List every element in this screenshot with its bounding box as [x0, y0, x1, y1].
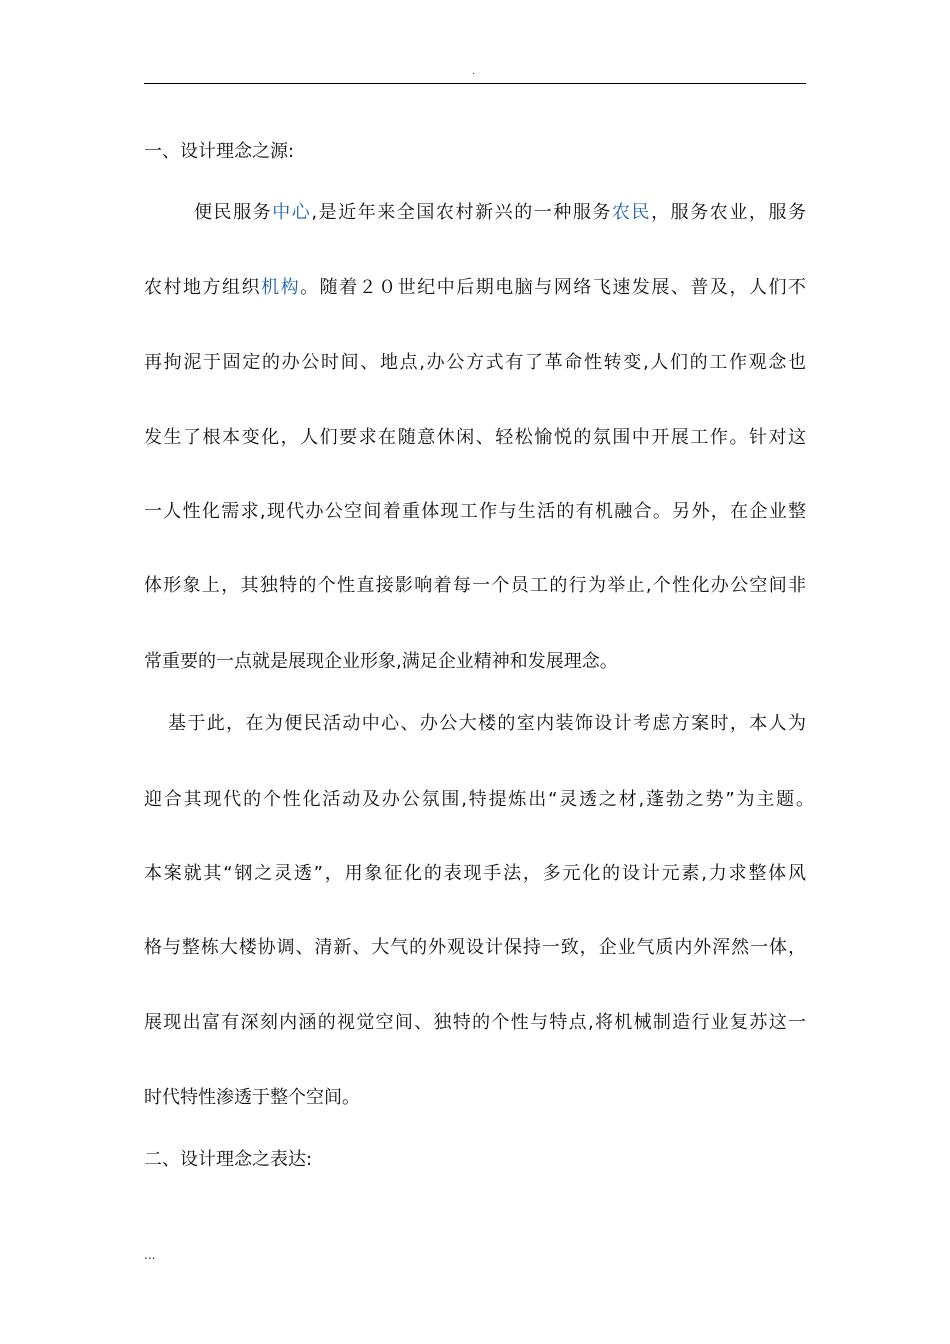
p1-text: ,是近年来全国农村新兴的一种服务: [311, 202, 612, 223]
p1-text: 便民服务: [194, 202, 273, 223]
p2-line-4: 格与整栋大楼协调、清新、大气的外观设计保持一致，企业气质内外浑然一体，: [144, 937, 806, 958]
link-jigou[interactable]: 机构: [261, 277, 301, 298]
p1-line-7: 常重要的一点就是展现企业形象,满足企业精神和发展理念。: [144, 651, 618, 672]
p1-text: 。随着２０世纪中后期电脑与网络飞速发展、普及，人们不: [300, 277, 807, 298]
footer-mark: ...: [144, 1248, 156, 1262]
p1-line-2: [144, 276, 806, 300]
link-nongmin[interactable]: 农民: [612, 202, 652, 223]
p2-line-3: 本案就其“钢之灵透”，用象征化的表现手法，多元化的设计元素,力求整体风: [144, 863, 806, 884]
p1-text: ，服务农业，服务: [651, 202, 807, 223]
p1-text: 农村地方组织: [144, 277, 262, 298]
p1-line-6: 体形象上，其独特的个性直接影响着每一个员工的行为举止,个性化办公空间非: [144, 575, 806, 596]
link-zhongxin[interactable]: 中心: [272, 202, 312, 223]
heading-2: 二、设计理念之表达:: [144, 1149, 313, 1170]
p1-line-5: 一人性化需求,现代办公空间着重体现工作与生活的有机融合。另外，在企业整: [144, 501, 806, 522]
header-rule: [144, 83, 806, 84]
p1-line-4: 发生了根本变化，人们要求在随意休闲、轻松愉悦的氛围中开展工作。针对这: [144, 427, 806, 448]
p2-line-2: 迎合其现代的个性化活动及办公氛围,特提炼出“灵透之材,蓬勃之势”为主题。: [144, 789, 814, 810]
p2-line-5: 展现出富有深刻内涵的视觉空间、独特的个性与特点,将机械制造行业复苏这一: [144, 1012, 806, 1033]
header-mark: .: [472, 66, 476, 77]
p1-line-3: 再拘泥于固定的办公时间、地点,办公方式有了革命性转变,人们的工作观念也: [144, 352, 806, 373]
p2-line-1: 基于此，在为便民活动中心、办公大楼的室内装饰设计考虑方案时，本人为: [168, 713, 806, 734]
p1-line-1: [194, 201, 806, 225]
p2-line-6: 时代特性渗透于整个空间。: [144, 1087, 360, 1108]
heading-1: 一、设计理念之源:: [144, 141, 295, 162]
